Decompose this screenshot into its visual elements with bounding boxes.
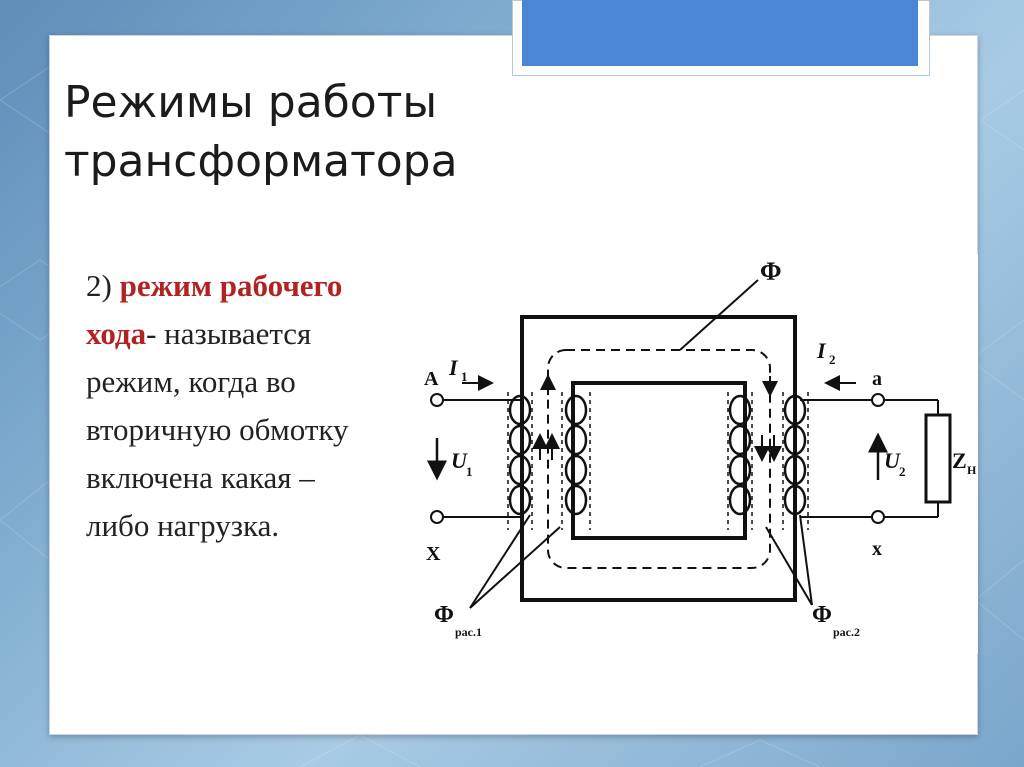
leak1-label: Φ	[434, 602, 454, 628]
I1-sub: 1	[461, 369, 468, 384]
terminal-A-label: A	[424, 368, 439, 390]
title-line-1: Режимы работы	[64, 77, 438, 129]
body-line-6: либо нагрузка.	[86, 508, 280, 543]
load-sub: Н	[967, 463, 977, 477]
transformer-diagram	[412, 254, 978, 654]
core-window	[573, 383, 745, 538]
terminal-a	[872, 394, 884, 406]
body-line-5: включена какая –	[86, 460, 315, 495]
term-highlight-2: хода	[86, 316, 147, 351]
body-text	[86, 262, 431, 550]
U2-label: U	[884, 448, 900, 473]
U2-sub: 2	[899, 464, 906, 479]
title-line-2: трансформатора	[64, 136, 458, 188]
flux-label: Φ	[760, 257, 782, 286]
I2-label: I	[817, 338, 826, 363]
slide-title	[64, 73, 584, 191]
body-line-2	[86, 310, 431, 358]
leak2-label: Φ	[812, 602, 832, 628]
terminal-a-label: a	[872, 368, 882, 390]
I1-label: I	[449, 355, 458, 380]
leak2-leader-b	[800, 515, 812, 605]
term-highlight-1: режим рабочего	[119, 268, 343, 303]
terminal-X-label: X	[426, 543, 441, 565]
terminal-A	[431, 394, 443, 406]
terminal-X	[431, 511, 443, 523]
U1-label: U	[451, 448, 467, 473]
leak2-sub: рас.2	[833, 625, 860, 639]
body-line-4: вторичную обмотку	[86, 412, 349, 447]
terminal-x-label: x	[872, 538, 882, 560]
body-line-3: режим, когда во	[86, 364, 296, 399]
U1-sub: 1	[466, 464, 473, 479]
title-accent-bar	[522, 0, 918, 66]
load-resistor	[926, 415, 950, 502]
terminal-x	[872, 511, 884, 523]
body-line-1	[86, 262, 431, 310]
item-number: 2)	[86, 268, 112, 303]
leak1-sub: рас.1	[455, 625, 482, 639]
body-line-2-rest: - называется	[146, 316, 312, 351]
load-label: Z	[952, 448, 967, 473]
I2-sub: 2	[829, 352, 836, 367]
transformer-diagram-svg	[412, 254, 978, 654]
